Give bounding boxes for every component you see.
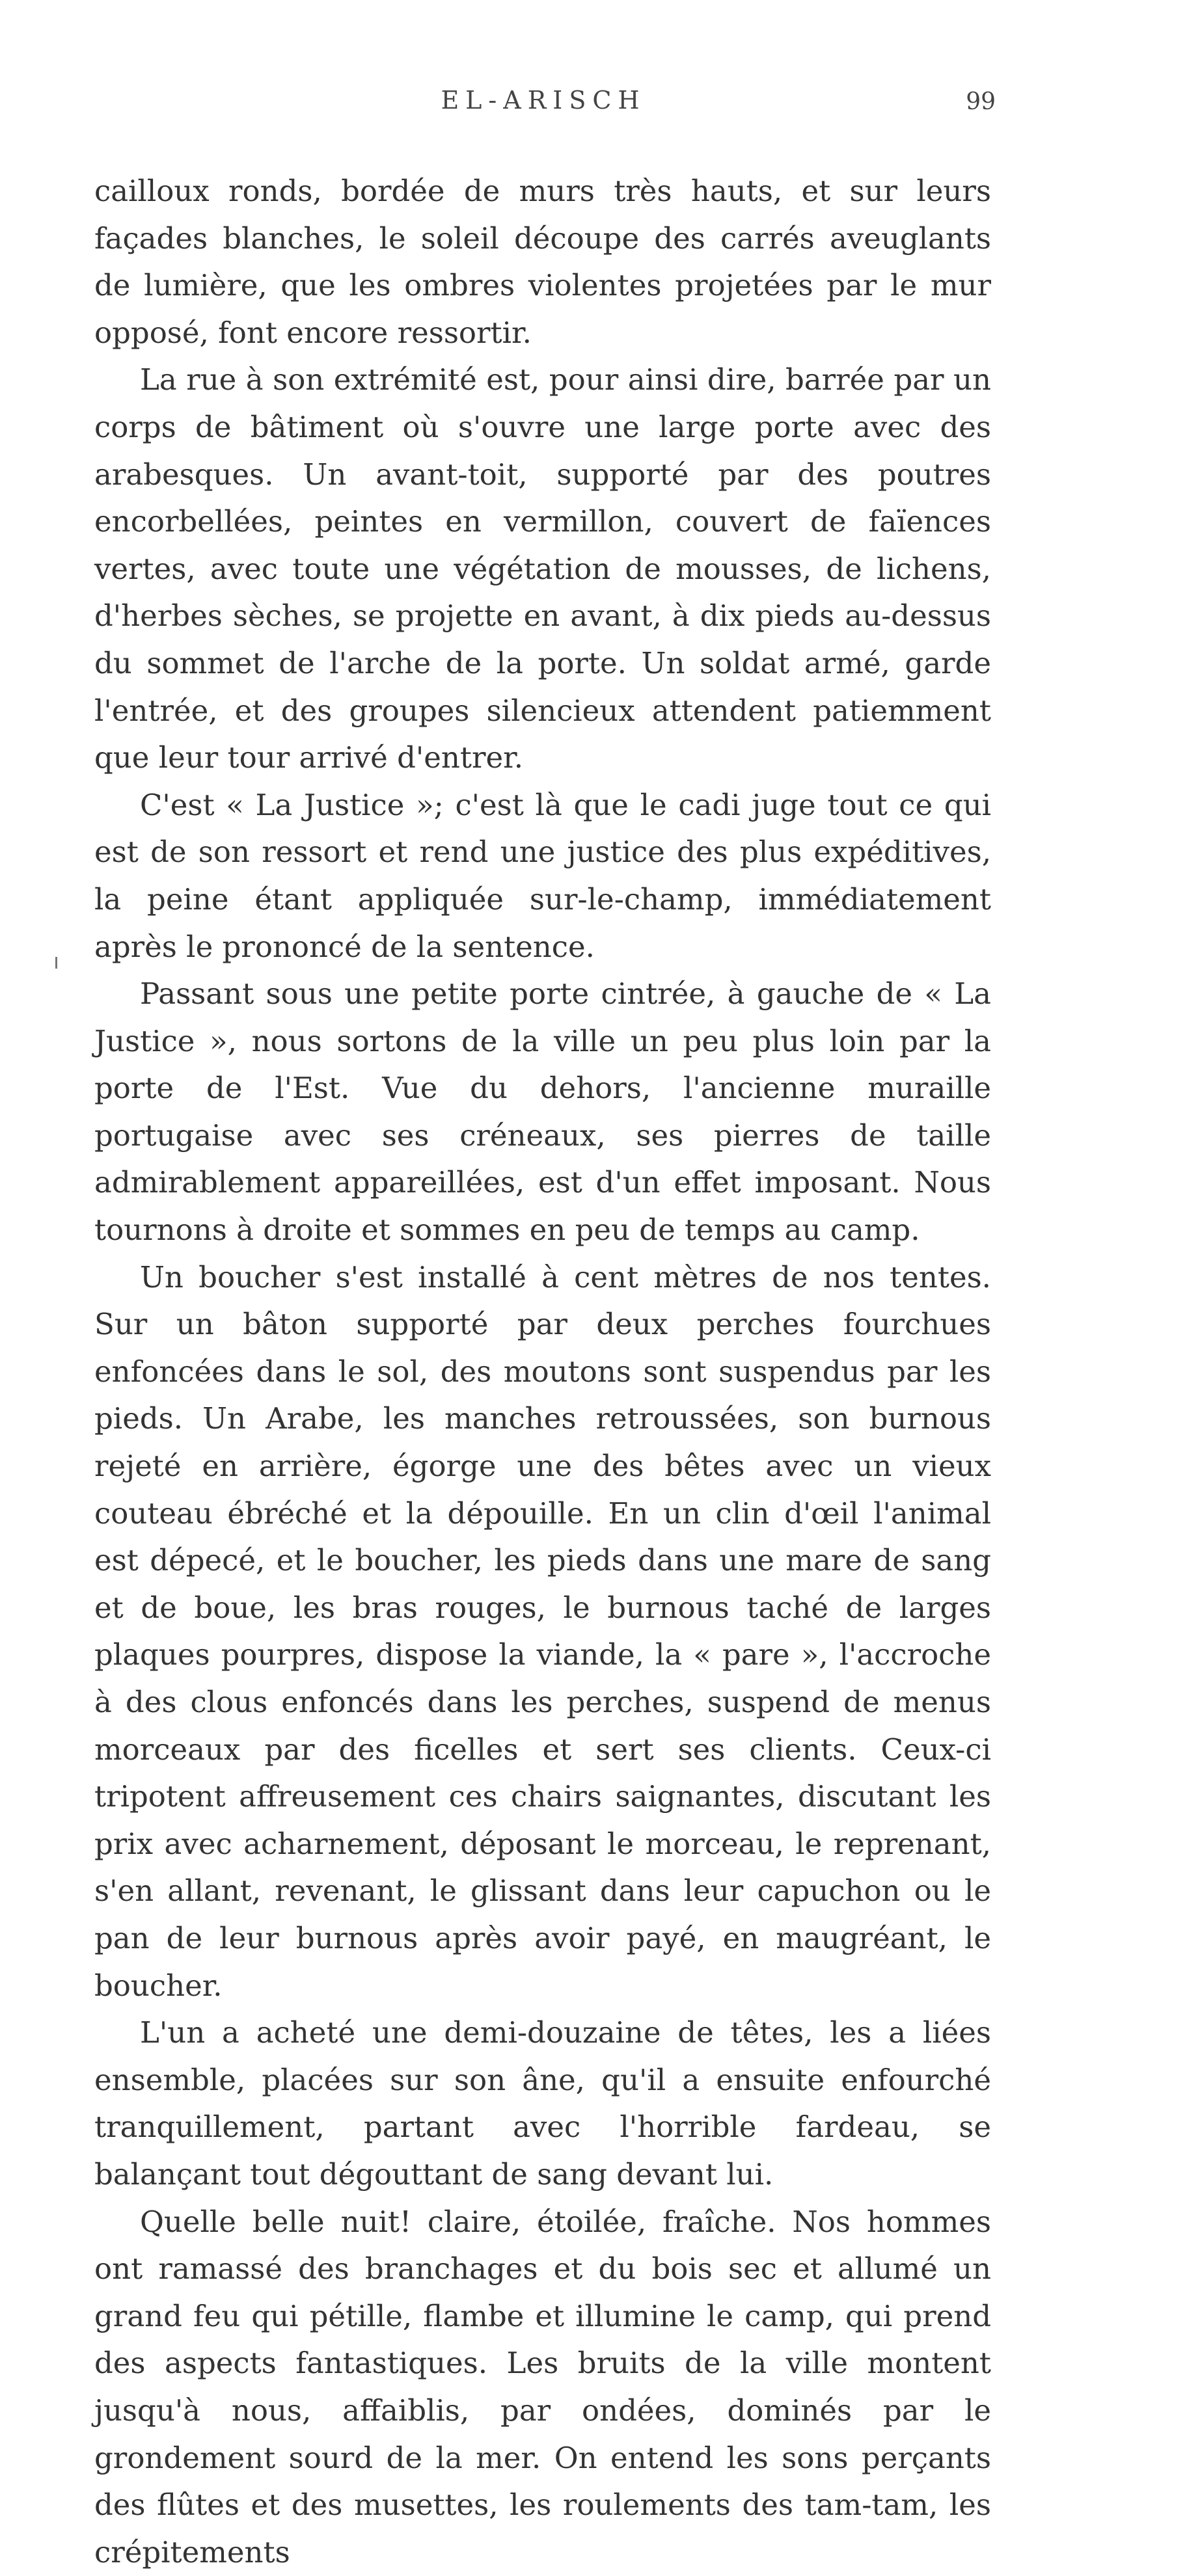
paragraph-justice: C'est « La Justice »; c'est là que le cadi juge tout ce qui est de son ressort et rend une justice des plus expéditives, la peine étant appliquée sur-le-champ, immédiatement après le prononcé de la sentence. (94, 787, 991, 964)
running-title: EL-ARISCH (441, 86, 646, 114)
page-header (91, 86, 996, 125)
body-text (94, 168, 991, 2576)
paragraph-east-gate: Passant sous une petite porte cintrée, à gauche de « La Justice », nous sortons de la ville un peu plus loin par la porte de l'Est. Vue du dehors, l'ancienne muraille portugaise avec ses créneaux, ses pierres de taille admirablement appareillées, est d'un effet imposant. Nous tournons à droite et sommes en peu de temps au camp. (94, 976, 991, 1248)
paragraph-butcher: Un boucher s'est installé à cent mètres de nos tentes. Sur un bâton supporté par deux perches fourchues enfoncées dans le sol, des moutons sont suspendus par les pieds. Un Arabe, les manches retroussées, son burnous rejeté en arrière, égorge une des bêtes avec un vieux couteau ébréché et la dépouille. En un clin d'œil l'animal est dépecé, et le boucher, les pieds dans une mare de sang et de boue, les bras rouges, le burnous taché de larges plaques pourpres, dispose la viande, la « pare », l'accroche à des clous enfoncés dans les perches, suspend de menus morceaux par des ficelles et sert ses clients. Ceux-ci tripotent affreusement ces chairs saignantes, discutant les prix avec acharnement, déposant le morceau, le reprenant, s'en allant, revenant, le glissant dans leur capuchon ou le pan de leur burnous après avoir payé, en maugréant, le boucher. (94, 1259, 991, 2003)
paragraph-night: Quelle belle nuit! claire, étoilée, fraîche. Nos hommes ont ramassé des branchages et du bois sec et allumé un grand feu qui pétille, flambe et illumine le camp, qui prend des aspects fantastiques. Les bruits de la ville montent jusqu'à nous, affaiblis, par ondées, dominés par le grondement sourd de la mer. On entend les sons perçants des flûtes et des musettes, les roulements des tam-tam, les crépitements (94, 2204, 991, 2569)
paragraph-heads: L'un a acheté une demi-douzaine de têtes, les a liées ensemble, placées sur son âne, qu'il a ensuite enfourché tranquillement, partant avec l'horrible fardeau, se balançant tout dégouttant de sang devant lui. (94, 2015, 991, 2192)
page-number: 99 (966, 88, 996, 115)
paragraph-street-end: La rue à son extrémité est, pour ainsi dire, barrée par un corps de bâtiment où s'ouvre une large porte avec des arabesques. Un avant-toit, supporté par des poutres encorbellées, peintes en vermillon, couvert de faïences vertes, avec toute une végétation de mousses, de lichens, d'herbes sèches, se projette en avant, à dix pieds au-dessus du sommet de l'arche de la porte. Un soldat armé, garde l'entrée, et des groupes silencieux attendent patiemment que leur tour arrivé d'entrer. (94, 362, 991, 775)
margin-mark (55, 957, 57, 969)
paragraph-continued: cailloux ronds, bordée de murs très hauts, et sur leurs façades blanches, le soleil découpe des carrés aveuglants de lumière, que les ombres violentes projetées par le mur opposé, font encore ressortir. (94, 174, 991, 350)
